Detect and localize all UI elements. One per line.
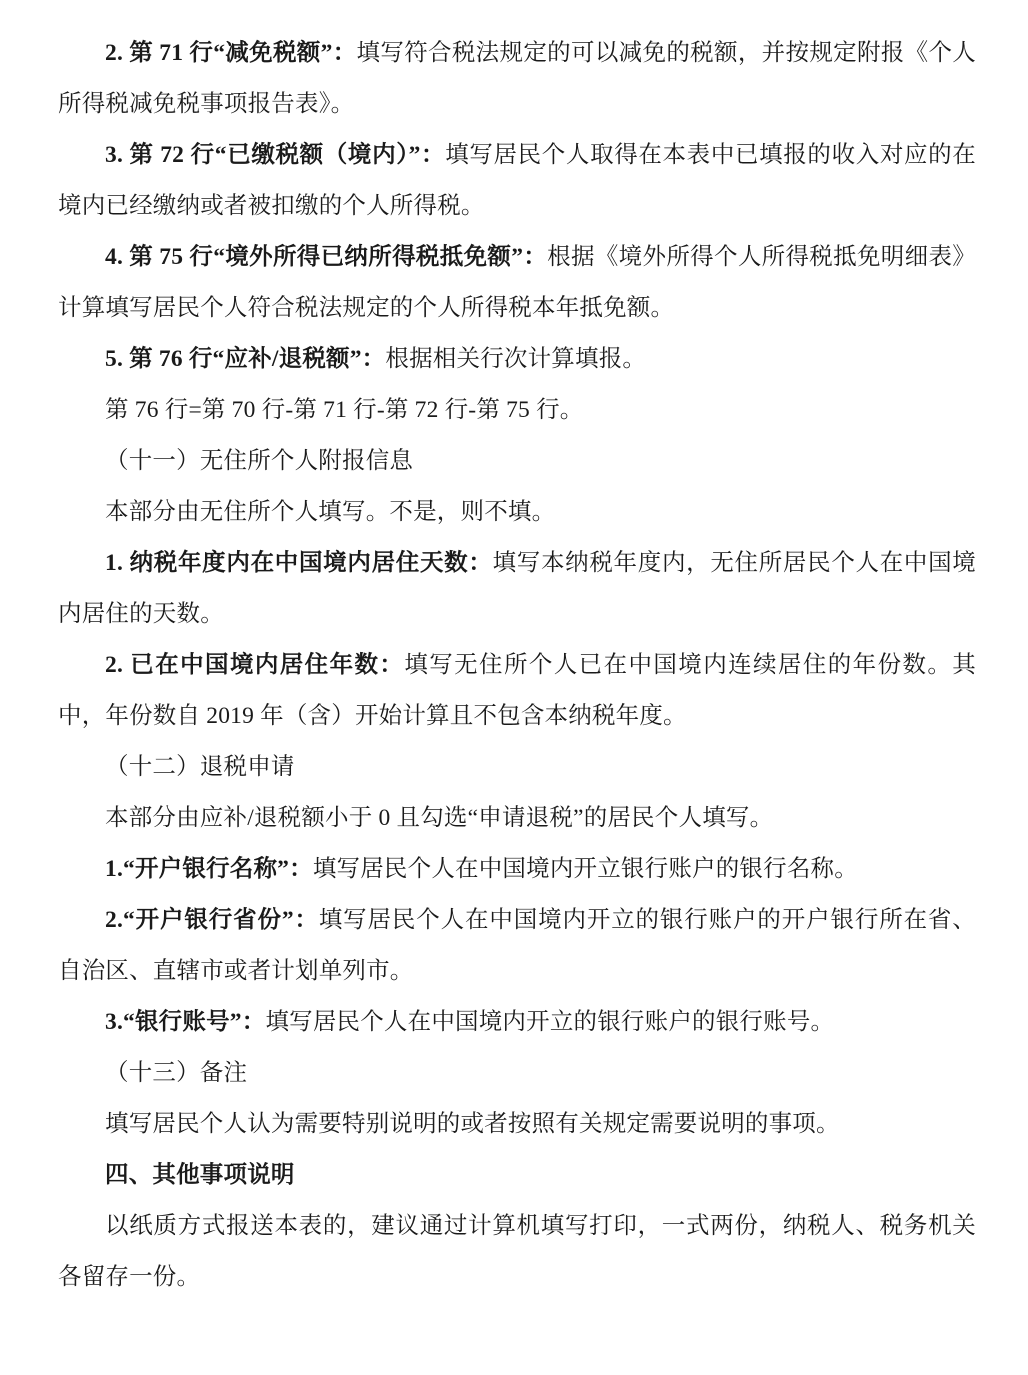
- paragraph-text: 本部分由无住所个人填写。不是，则不填。: [105, 499, 556, 525]
- heading-section-13: [58, 1048, 976, 1099]
- paragraph-item-1-bank-name: [58, 844, 976, 895]
- paragraph-section-11-intro: [58, 487, 976, 538]
- paragraph-section-12-intro: [58, 793, 976, 844]
- paragraph-lead: 3. 第 72 行“已缴税额（境内）”：: [105, 142, 446, 168]
- document-body: [58, 28, 976, 1303]
- heading-section-12: [58, 742, 976, 793]
- paragraph-text: 填写居民个人认为需要特别说明的或者按照有关规定需要说明的事项。: [105, 1111, 840, 1137]
- paragraph-section-13-intro: [58, 1099, 976, 1150]
- paragraph-item-4-line-75: [58, 232, 976, 334]
- paragraph-text: 填写居民个人在中国境内开立银行账户的银行名称。: [312, 856, 858, 882]
- heading-section-4: [58, 1150, 976, 1201]
- paragraph-lead: 3.“银行账号”：: [105, 1009, 266, 1035]
- paragraph-text: 根据相关行次计算填报。: [385, 346, 647, 372]
- paragraph-item-2-years-in-china: [58, 640, 976, 742]
- paragraph-item-3-line-72: [58, 130, 976, 232]
- paragraph-formula-line-76: [58, 385, 976, 436]
- paragraph-lead: 4. 第 75 行“境外所得已纳所得税抵免额”：: [105, 244, 548, 270]
- paragraph-lead: 2.“开户银行省份”：: [105, 907, 319, 933]
- heading-text: （十三）备注: [105, 1060, 248, 1086]
- paragraph-item-3-bank-account: [58, 997, 976, 1048]
- paragraph-item-2-line-71: [58, 28, 976, 130]
- heading-text: （十二）退税申请: [105, 754, 295, 780]
- paragraph-text: 第 76 行=第 70 行-第 71 行-第 72 行-第 75 行。: [105, 397, 584, 423]
- heading-section-11: [58, 436, 976, 487]
- paragraph-lead: 1. 纳税年度内在中国境内居住天数：: [105, 550, 493, 576]
- paragraph-item-1-days-in-china: [58, 538, 976, 640]
- paragraph-item-2-bank-province: [58, 895, 976, 997]
- paragraph-text: 填写无住所个人已在中国境内连续居住的年份数。其中，年份数自 2019 年（含）开始计算且不包含本纳税年度。: [58, 652, 976, 729]
- paragraph-section-4-intro: [58, 1201, 976, 1303]
- paragraph-text: 根据《境外所得个人所得税抵免明细表》计算填写居民个人符合税法规定的个人所得税本年抵免额。: [58, 244, 976, 321]
- paragraph-text: 填写居民个人在中国境内开立的银行账户的开户银行所在省、自治区、直辖市或者计划单列市。: [58, 907, 976, 984]
- paragraph-text: 以纸质方式报送本表的，建议通过计算机填写打印，一式两份，纳税人、税务机关各留存一份。: [58, 1213, 976, 1290]
- heading-text: （十一）无住所个人附报信息: [105, 448, 414, 474]
- paragraph-lead: 1.“开户银行名称”：: [105, 856, 313, 882]
- heading-text: 四、其他事项说明: [105, 1162, 295, 1188]
- paragraph-lead: 2. 第 71 行“减免税额”：: [105, 40, 357, 66]
- paragraph-text: 填写本纳税年度内，无住所居民个人在中国境内居住的天数。: [58, 550, 977, 627]
- paragraph-item-5-line-76: [58, 334, 976, 385]
- paragraph-lead: 5. 第 76 行“应补/退税额”：: [105, 346, 386, 372]
- paragraph-text: 填写居民个人在中国境内开立的银行账户的银行账号。: [265, 1009, 835, 1035]
- paragraph-text: 本部分由应补/退税额小于 0 且勾选“申请退税”的居民个人填写。: [105, 805, 774, 831]
- paragraph-lead: 2. 已在中国境内居住年数：: [105, 652, 405, 678]
- paragraph-text: 填写符合税法规定的可以减免的税额，并按规定附报《个人所得税减免税事项报告表》。: [58, 40, 977, 117]
- paragraph-text: 填写居民个人取得在本表中已填报的收入对应的在境内已经缴纳或者被扣缴的个人所得税。: [58, 142, 977, 219]
